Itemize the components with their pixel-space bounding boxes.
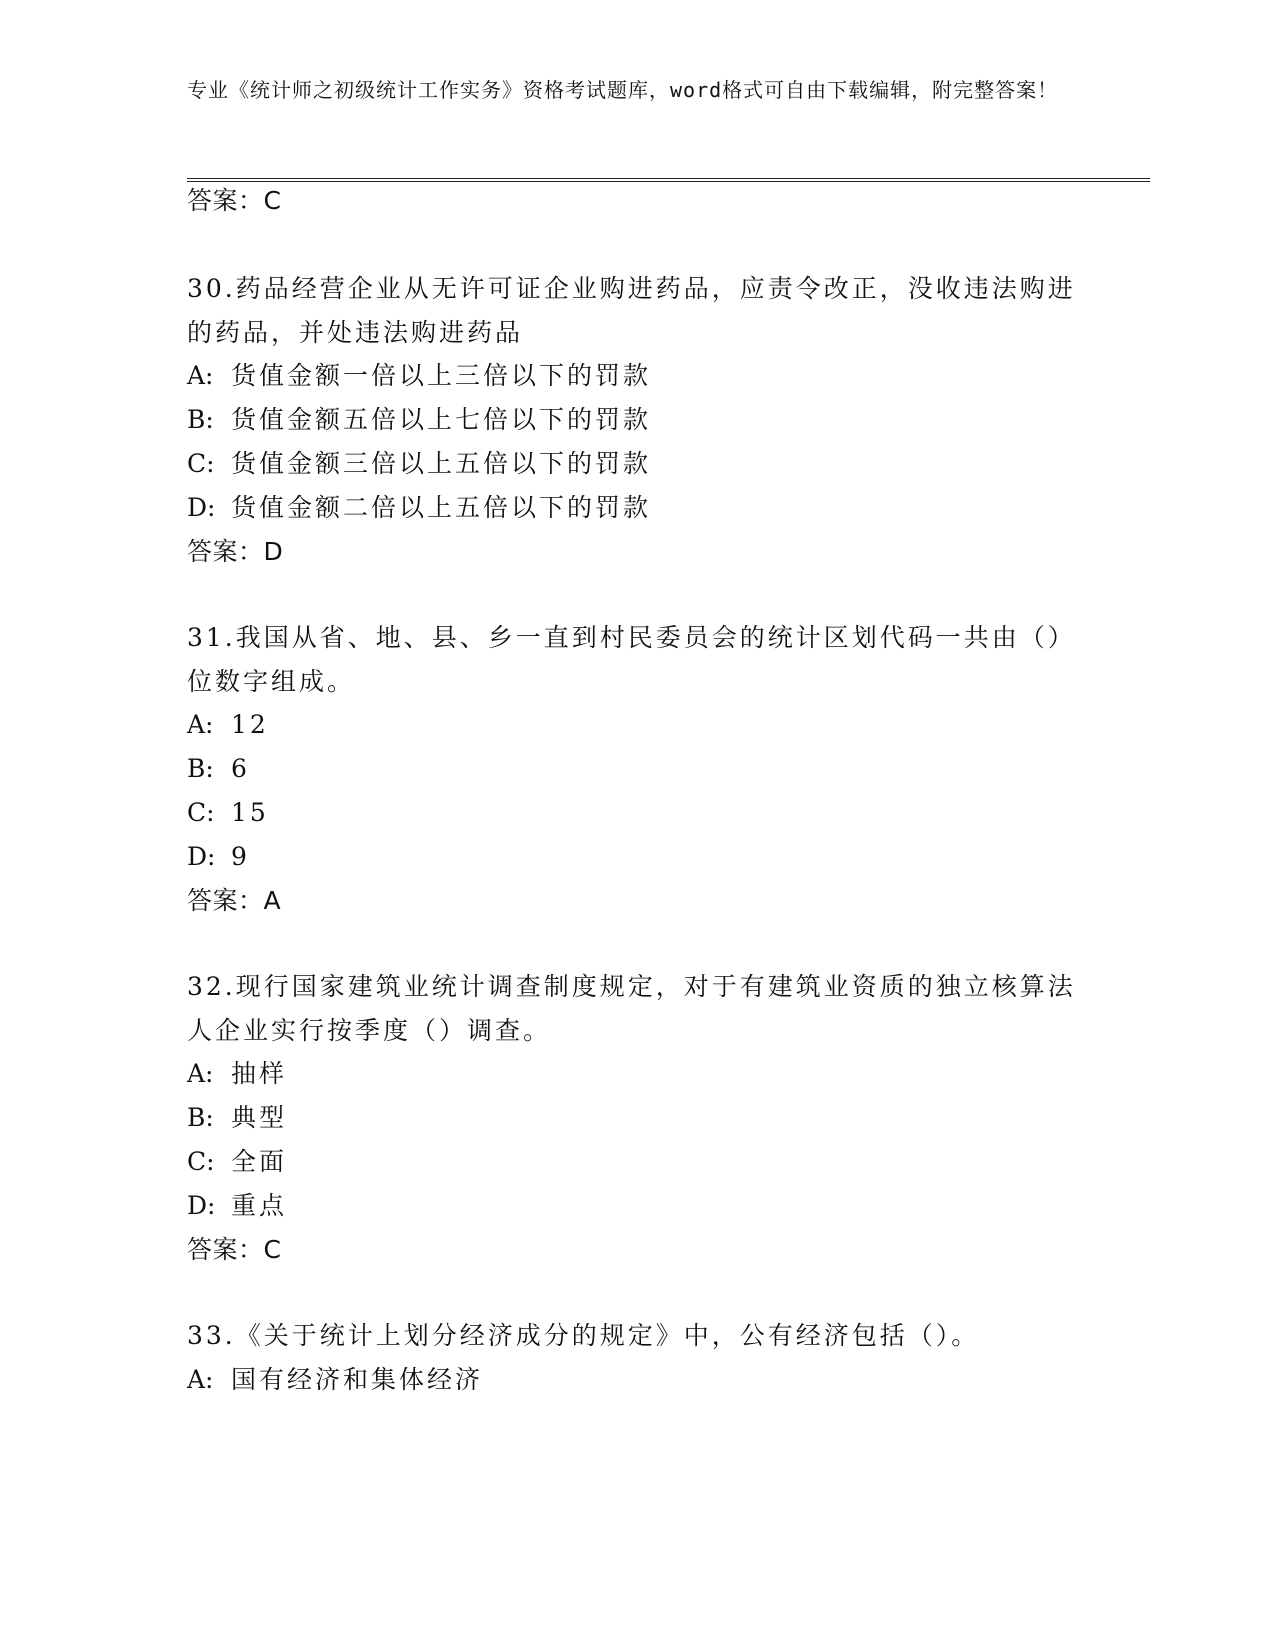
- option-text: 国有经济和集体经济: [231, 1365, 484, 1394]
- question-33-option-a: [187, 1363, 483, 1397]
- option-text: 15: [231, 798, 269, 827]
- question-30-option-c: [187, 447, 651, 481]
- question-30-option-d: [187, 491, 651, 525]
- option-letter: B:: [187, 1103, 214, 1132]
- option-text: 货值金额二倍以上五倍以下的罚款: [231, 493, 652, 522]
- option-text: 货值金额三倍以上五倍以下的罚款: [231, 449, 652, 478]
- option-letter: B:: [187, 405, 214, 434]
- option-text: 典型: [231, 1103, 288, 1132]
- option-text: 全面: [231, 1147, 288, 1176]
- question-32-option-c: [187, 1145, 287, 1179]
- question-31-stem: 31.我国从省、地、县、乡一直到村民委员会的统计区划代码一共由（）位数字组成。: [187, 623, 1076, 696]
- header-rule: [187, 178, 1150, 182]
- option-letter: B:: [187, 754, 214, 783]
- option-text: 12: [231, 710, 269, 739]
- document-header: 专业《统计师之初级统计工作实务》资格考试题库，word格式可自由下载编辑，附完整答案！: [187, 78, 1059, 102]
- question-33-stem: 33.《关于统计上划分经济成分的规定》中，公有经济包括（）。: [187, 1321, 980, 1350]
- option-text: 9: [231, 842, 250, 871]
- option-letter: A:: [187, 710, 214, 739]
- option-letter: D:: [187, 842, 216, 871]
- question-32-option-a: [187, 1057, 287, 1091]
- answer-q29: 答案：C: [187, 186, 282, 215]
- question-32-option-b: [187, 1101, 287, 1135]
- option-letter: D:: [187, 1191, 216, 1220]
- answer-q31: 答案：A: [187, 886, 282, 915]
- question-30-option-a: [187, 359, 651, 393]
- question-31-option-b: [187, 752, 250, 786]
- question-30-stem: 30.药品经营企业从无许可证企业购进药品，应责令改正，没收违法购进的药品，并处违法购进药品: [187, 274, 1076, 347]
- option-text: 6: [231, 754, 250, 783]
- option-text: 货值金额五倍以上七倍以下的罚款: [231, 405, 652, 434]
- option-letter: A:: [187, 1365, 214, 1394]
- answer-q30: 答案：D: [187, 537, 284, 566]
- option-letter: A:: [187, 1059, 214, 1088]
- option-text: 抽样: [231, 1059, 288, 1088]
- question-32-option-d: [187, 1189, 287, 1223]
- option-text: 货值金额一倍以上三倍以下的罚款: [231, 361, 652, 390]
- option-letter: D:: [187, 493, 216, 522]
- option-letter: C:: [187, 798, 215, 827]
- option-text: 重点: [231, 1191, 288, 1220]
- question-31-option-a: [187, 708, 269, 742]
- option-letter: A:: [187, 361, 214, 390]
- option-letter: C:: [187, 449, 215, 478]
- question-32-stem: 32.现行国家建筑业统计调查制度规定，对于有建筑业资质的独立核算法人企业实行按季度（）调查。: [187, 972, 1076, 1045]
- option-letter: C:: [187, 1147, 215, 1176]
- question-31-option-c: [187, 796, 269, 830]
- answer-q32: 答案：C: [187, 1235, 282, 1264]
- question-31-option-d: [187, 840, 250, 874]
- question-30-option-b: [187, 403, 651, 437]
